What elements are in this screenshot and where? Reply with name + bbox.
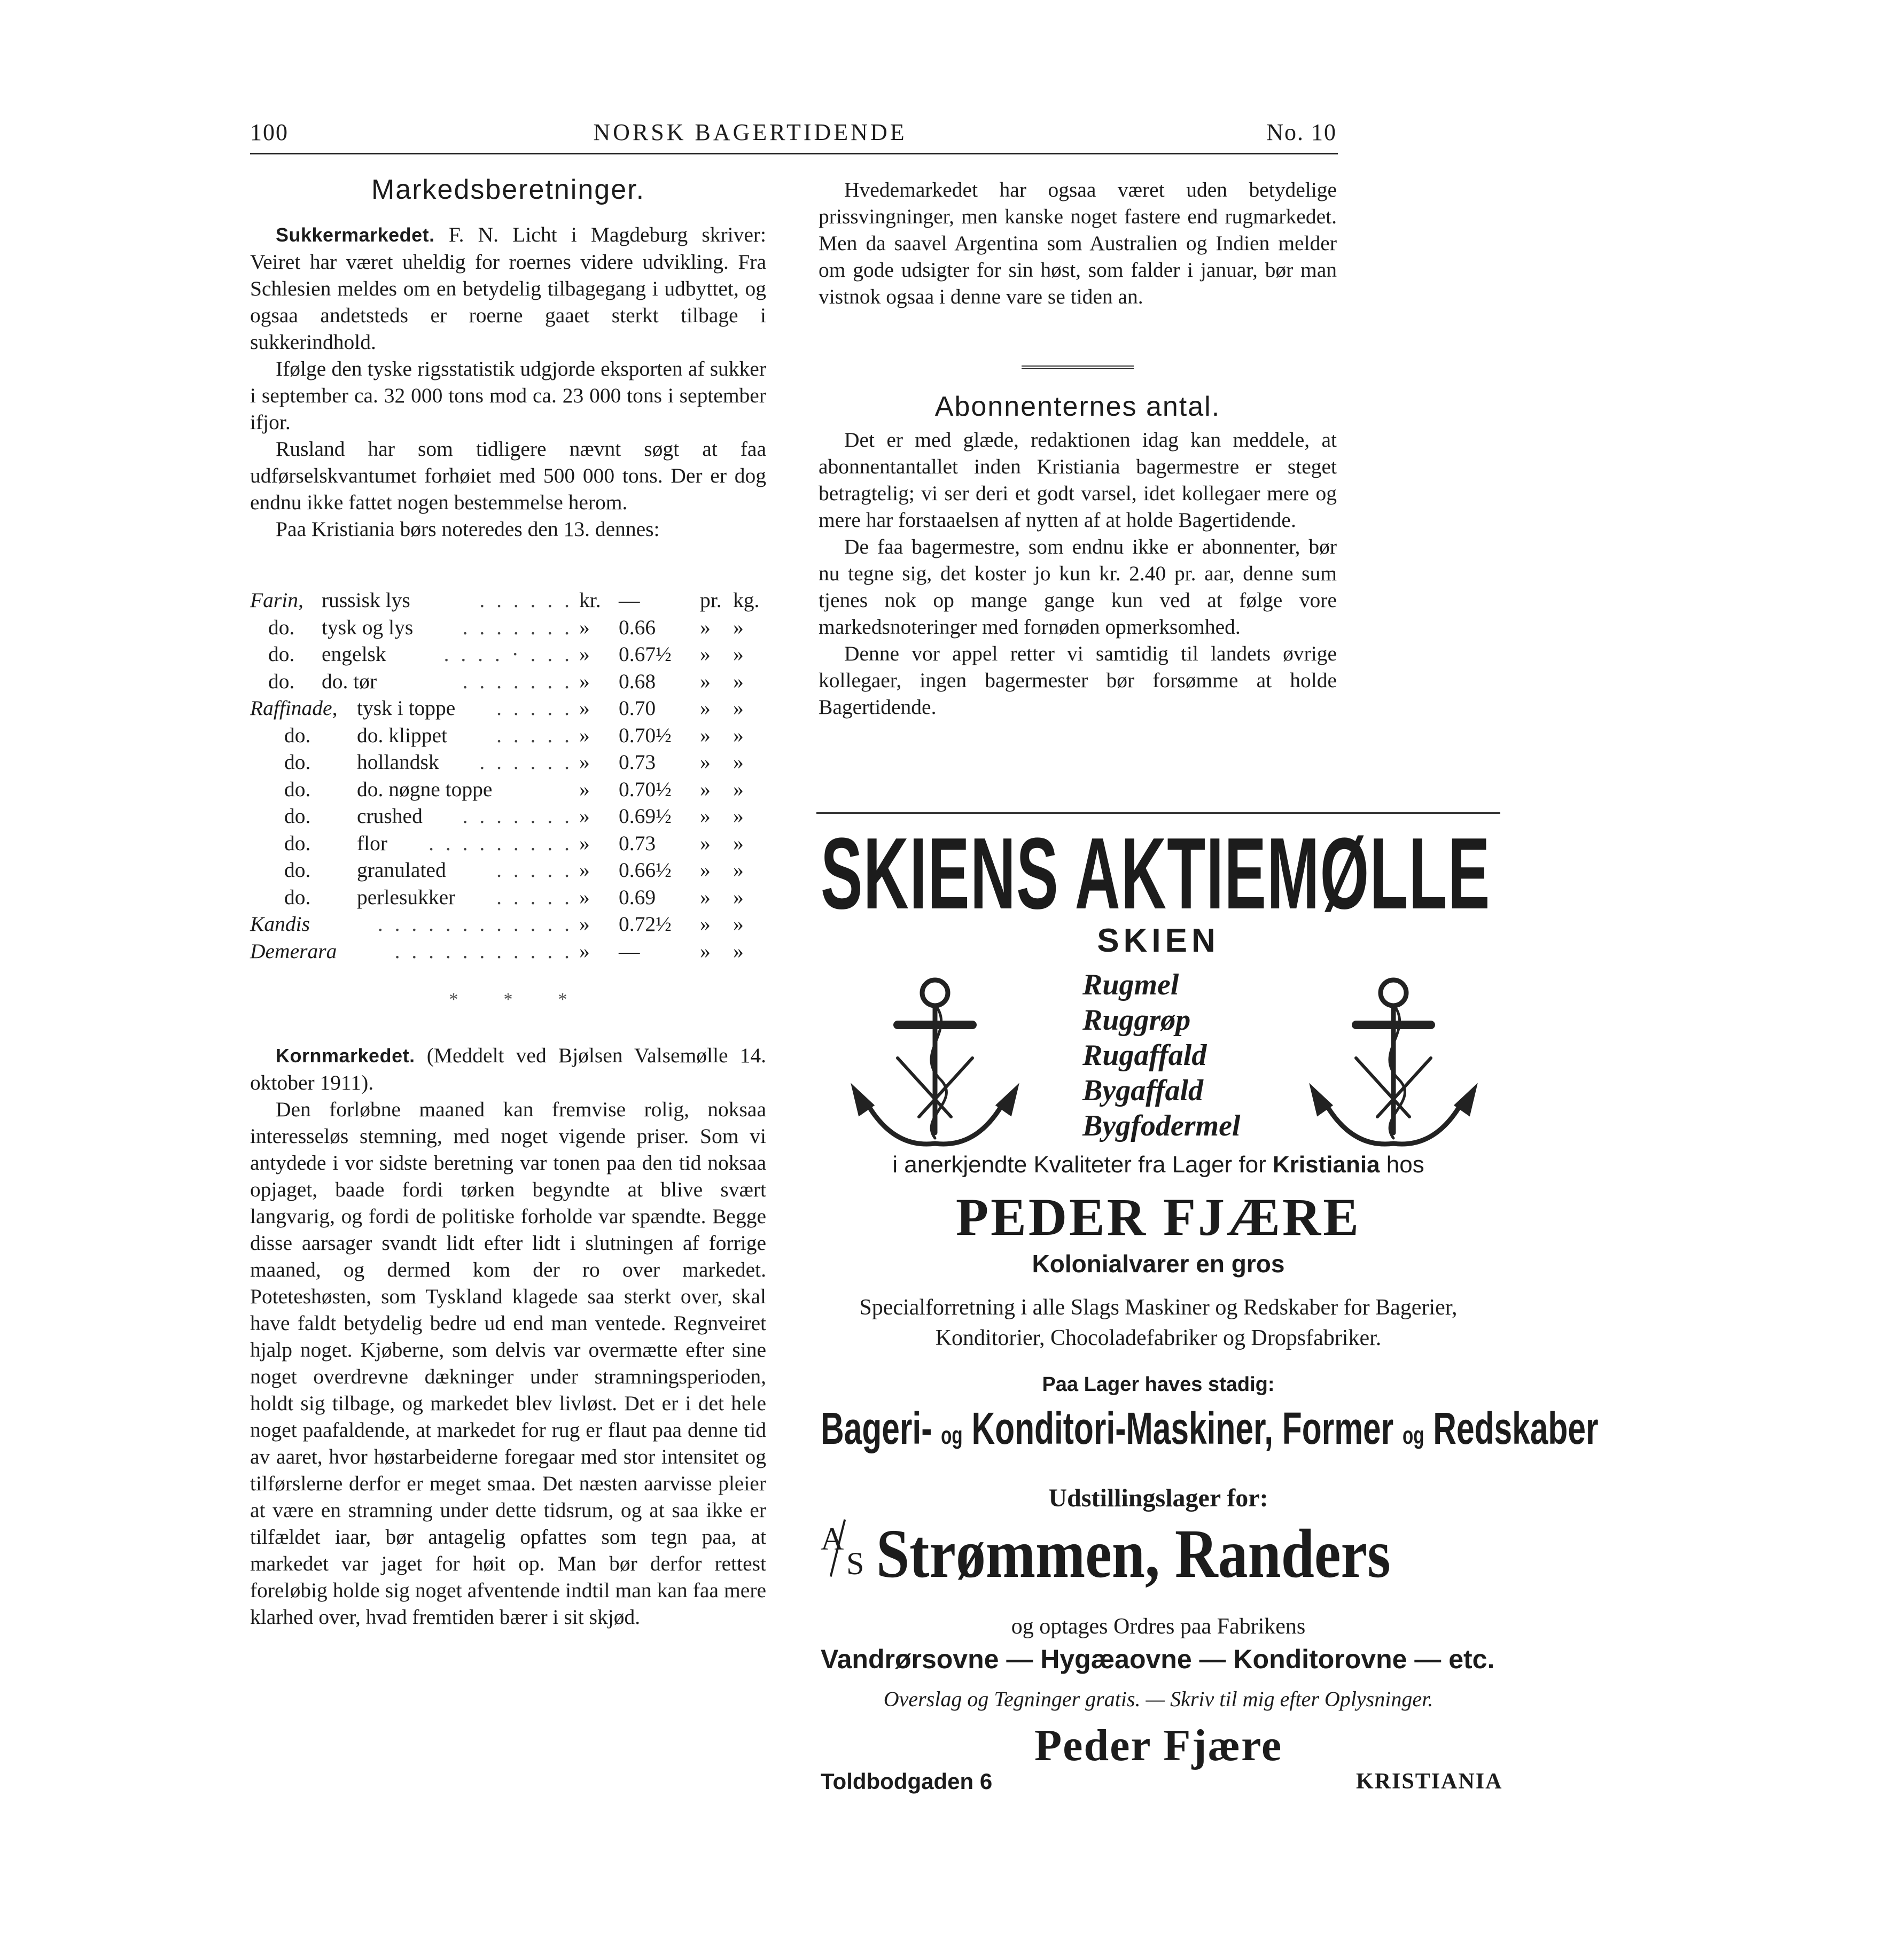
price-price: — [619, 588, 640, 612]
subscribers-paragraph-2: De faa bagermestre, som endnu ikke er abonnenter, bør nu tegne sig, det koster jo kun kr. 2.40 pr. aar, denne sum tjenes nok op mange gange kun ved at følge vore markedsnoteringer med fornøden opmerksomhed. [819, 535, 1337, 639]
price-name: do. [284, 858, 311, 882]
price-leader-dots: . . . . . . . . . . . . [377, 912, 573, 936]
ad-city-bottom: KRISTIANIA [1356, 1769, 1503, 1794]
sugar-paragraph-3: Rusland har som tidligere nævnt søgt at faa udførselskvantumet forhøiet med 500 000 tons. Der er dog endnu ikke fattet nogen bestemmelse herom. [250, 437, 766, 514]
price-unit2: pr. [700, 588, 722, 612]
section-divider [1022, 365, 1134, 369]
price-name: do. [284, 777, 311, 801]
ad-machines-a: Bageri- [821, 1403, 932, 1453]
price-row [250, 614, 766, 641]
price-row [250, 641, 766, 668]
section-title-market-reports: Markedsberetninger. [371, 174, 645, 205]
price-unit: » [579, 912, 590, 936]
ad-machines-line [821, 1404, 1901, 1459]
ad-machines-c: Redskaber [1433, 1403, 1599, 1453]
ad-product-item: Rugaffald [1082, 1039, 1207, 1072]
price-kind: flor [357, 831, 388, 855]
ad-specialty-line-2: Konditorier, Chocoladefabriker og Dropsfabriker. [935, 1326, 1382, 1350]
price-leader-dots: . . . . . . . [462, 615, 573, 639]
anchor-left-icon [833, 973, 1037, 1165]
ad-specialty-line-1: Specialforretning i alle Slags Maskiner og Redskaber for Bagerier, [859, 1295, 1458, 1320]
price-price: 0.72½ [619, 912, 672, 936]
price-kind: granulated [357, 858, 446, 882]
section-asterism: * * * [449, 990, 567, 1009]
price-name: do. [284, 723, 311, 747]
price-kind: engelsk [322, 642, 386, 666]
price-kind: perlesukker [357, 885, 456, 909]
price-price: 0.70 [619, 696, 656, 720]
price-kind: do. tør [322, 669, 377, 693]
price-leader-dots: . . . . . [496, 723, 573, 747]
ad-firm-prefix-s: S [846, 1546, 864, 1581]
price-kind: do. nøgne toppe [357, 777, 493, 801]
price-kind: russisk lys [322, 588, 410, 612]
price-unit: » [579, 642, 590, 666]
price-row [250, 803, 766, 830]
price-unit2: » [700, 642, 711, 666]
left-column-bottom [250, 1042, 766, 1630]
price-unit2: » [700, 777, 711, 801]
price-price: — [619, 939, 640, 963]
price-unit2: » [700, 858, 711, 882]
price-unit: » [579, 696, 590, 720]
price-name: Kandis [250, 912, 310, 936]
ad-quality-hos: hos [1386, 1152, 1424, 1178]
price-leader-dots: . . . . . . . [462, 804, 573, 828]
price-unit3: » [733, 777, 744, 801]
price-price: 0.70½ [619, 723, 672, 747]
price-unit: » [579, 615, 590, 639]
price-unit3: » [733, 642, 744, 666]
price-price: 0.69 [619, 885, 656, 909]
ad-product-item: Ruggrøp [1082, 1004, 1191, 1037]
ad-offer-line: Overslag og Tegninger gratis. — Skriv til mig efter Oplysninger. [883, 1687, 1433, 1711]
price-leader-dots: . . . . . [496, 858, 573, 882]
subscribers-paragraph-1: Det er med glæde, redaktionen idag kan meddele, at abonnentantallet inden Kristiania bagermestre er steget betragtelig; vi ser deri et godt varsel, idet kollegaer mere og mere har forstaaelsen af nytten af at holde Bagertidende. [819, 428, 1337, 532]
price-unit2: » [700, 696, 711, 720]
price-unit3: » [733, 858, 744, 882]
ad-showroom-text: Udstillingslager for: [1048, 1484, 1268, 1512]
ad-machines-og-2: og [1402, 1421, 1424, 1449]
price-unit: » [579, 858, 590, 882]
price-unit3: » [733, 885, 744, 909]
price-unit2: » [700, 831, 711, 855]
price-unit: » [579, 723, 590, 747]
price-row [250, 668, 766, 695]
price-name: do. [284, 885, 311, 909]
runin-grain-market: Kornmarkedet. [276, 1045, 415, 1067]
sugar-paragraph-1: F. N. Licht i Magdeburg skriver: Veiret har været uheldig for roernes videre udvikling. Fra Schlesien meldes om en betydelig tilbagegang i udbyttet, og ogsaa andetsteds er roerne gaaet sterkt tilbage i sukkerindhold. [250, 223, 767, 354]
price-unit: » [579, 939, 590, 963]
price-leader-dots: . . . . . . [479, 750, 573, 774]
price-kind: tysk og lys [322, 615, 414, 639]
ad-stoves-line: Vandrørsovne — Hygæaovne — Konditorovne — etc. [821, 1644, 1495, 1674]
ad-showroom [816, 1483, 1500, 1513]
right-column-top [819, 176, 1337, 310]
ad-firm-prefix [821, 1516, 874, 1581]
price-name: Demerara [250, 939, 337, 963]
price-unit3: » [733, 615, 744, 639]
price-unit2: » [700, 669, 711, 693]
price-name: do. [268, 615, 295, 639]
price-row [250, 722, 766, 749]
price-row [250, 749, 766, 776]
price-unit3: » [733, 723, 744, 747]
price-price: 0.66½ [619, 858, 672, 882]
ad-firm-prefix-a: A [821, 1521, 844, 1557]
ad-stock-line: Paa Lager haves stadig: [1042, 1373, 1275, 1396]
ad-address: Toldbodgaden 6 [821, 1769, 993, 1794]
price-name: do. [284, 750, 311, 774]
price-leader-dots: . . . . . . [479, 588, 573, 612]
subscribers-paragraph-3: Denne vor appel retter vi samtidig til landets øvrige kollegaer, ingen bagermester bør forsømme at holde Bagertidende. [819, 642, 1337, 719]
ad-merchant-subtitle: Kolonialvarer en gros [1032, 1250, 1285, 1278]
price-unit3: » [733, 669, 744, 693]
price-unit2: » [700, 723, 711, 747]
price-leader-dots: . . . . · . . . [443, 642, 573, 666]
price-row [250, 695, 766, 722]
price-unit2: » [700, 804, 711, 828]
price-unit: » [579, 750, 590, 774]
price-leader-dots: . . . . . . . . . [428, 831, 573, 855]
right-column-subscribers [819, 393, 1337, 720]
grain-paragraph-2: Den forløbne maaned kan fremvise rolig, noksaa interesseløs stemning, med noget vigende priser. Som vi antydede i vor sidste beretning var tonen paa den tid noksaa opjaget, baade fordi tørken begyndte at blive svært langvarig, og fordi de politiske forholde var spændte. Begge disse aarsager svandt lidt efter lidt i slutningen af forrige maaned, og dermed kom der ro over markedet. Poteteshøsten, som Tyskland klagede saa sterkt over, skal have faldt betydelig bedre ud end man ventede. Regnveiret hjalp noget. Kjøberne, som delvis var overmætte efter sine noget overdrevne dækninger under stramningsperioden, holdt sig tilbage, og markedet blev livløst. Det er i det hele noget paafaldende, at markedet for rug er flaut paa denne tid av aaret, hvor høstarbeiderne foregaar med stor intensitet og tilførslerne derfor er meget smaa. Det næsten aarvisse pleier at være en stramning under dette tidsrum, og at saa ikke er tilfældet iaar, bør antagelig opfattes som tegn paa, at markedet var jaget for høit op. Man bør derfor rettest foreløbig holde sig noget afventende indtil man kan faa mere klarhed over, hvad fremtiden bærer i sit skjød. [250, 1098, 766, 1629]
price-unit: » [579, 831, 590, 855]
price-unit3: » [733, 696, 744, 720]
price-row [250, 884, 766, 911]
price-name: do. [268, 642, 295, 666]
price-leader-dots: . . . . . [496, 885, 573, 909]
sugar-paragraph-4: Paa Kristiania børs noteredes den 13. dennes: [276, 517, 660, 541]
ad-headline-text: SKIENS AKTIEMØLLE [821, 817, 1491, 930]
price-unit3: » [733, 831, 744, 855]
ad-machines-b: Konditori-Maskiner, Former [971, 1403, 1394, 1453]
ad-quality-text: i anerkjendte Kvaliteter fra Lager for [892, 1152, 1266, 1178]
price-row [250, 911, 766, 938]
ad-headline [821, 817, 1901, 930]
ad-machines-og-1: og [941, 1421, 963, 1449]
ad-city: SKIEN [1097, 922, 1220, 959]
section-title-subscribers: Abonnenternes antal. [934, 391, 1221, 422]
sugar-price-list [250, 587, 766, 965]
price-unit: » [579, 777, 590, 801]
left-column-top [250, 176, 766, 542]
price-name: Farin, [250, 588, 303, 612]
price-kind: do. klippet [357, 723, 447, 747]
ad-product-item: Bygaffald [1082, 1074, 1204, 1107]
ad-orders-line: og optages Ordres paa Fabrikens [1011, 1614, 1306, 1639]
publication-title: NORSK BAGERTIDENDE [593, 119, 907, 145]
ad-firm-line [821, 1516, 1474, 1591]
price-unit: » [579, 804, 590, 828]
price-price: 0.68 [619, 669, 656, 693]
price-price: 0.66 [619, 615, 656, 639]
price-leader-dots: . . . . . . . [462, 669, 573, 693]
price-kind: hollandsk [357, 750, 439, 774]
price-row [250, 938, 766, 965]
grain-paragraph-1: (Meddelt ved Bjølsen Valsemølle 14. oktober 1911). [250, 1044, 767, 1094]
price-unit2: » [700, 750, 711, 774]
price-leader-dots: . . . . . [496, 696, 573, 720]
sugar-paragraph-2: Ifølge den tyske rigsstatistik udgjorde eksporten af sukker i september ca. 32 000 tons mod ca. 23 000 tons i september ifjor. [250, 357, 766, 434]
price-kind: crushed [357, 804, 423, 828]
price-price: 0.73 [619, 831, 656, 855]
ad-quality-city: Kristiania [1273, 1152, 1380, 1178]
price-price: 0.69½ [619, 804, 672, 828]
ad-firm-name: Strømmen, Randers [876, 1515, 1391, 1592]
price-row [250, 830, 766, 857]
price-kind: tysk i toppe [357, 696, 456, 720]
ad-product-item: Bygfodermel [1082, 1109, 1241, 1142]
anchor-right-icon [1292, 973, 1495, 1165]
price-unit3: » [733, 750, 744, 774]
price-name: do. [284, 831, 311, 855]
ad-product-item: Rugmel [1082, 968, 1179, 1001]
price-price: 0.73 [619, 750, 656, 774]
price-unit2: » [700, 912, 711, 936]
price-unit3: kg. [733, 588, 760, 612]
price-name: do. [284, 804, 311, 828]
runin-sugar-market: Sukkermarkedet. [276, 224, 435, 246]
ad-quality-line [816, 1152, 1500, 1178]
price-row [250, 776, 766, 803]
ad-merchant-name: PEDER FJÆRE [956, 1187, 1361, 1247]
price-unit2: » [700, 885, 711, 909]
price-name: do. [268, 669, 295, 693]
price-unit2: » [700, 939, 711, 963]
price-row [250, 857, 766, 884]
ad-product-list [1082, 967, 1240, 1144]
price-unit3: » [733, 912, 744, 936]
header-rule [250, 153, 1338, 154]
price-unit: » [579, 885, 590, 909]
price-unit3: » [733, 804, 744, 828]
price-unit2: » [700, 615, 711, 639]
price-price: 0.70½ [619, 777, 672, 801]
price-unit: kr. [579, 588, 601, 612]
price-name: Raffinade, [250, 696, 338, 720]
price-unit3: » [733, 939, 744, 963]
price-row [250, 587, 766, 614]
ad-signature: Peder Fjære [1034, 1721, 1283, 1770]
price-leader-dots: . . . . . . . . . . . [394, 939, 573, 963]
advertisement-skiens-aktiemolle [816, 812, 1599, 1827]
price-price: 0.67½ [619, 642, 672, 666]
price-unit: » [579, 669, 590, 693]
wheat-paragraph: Hvedemarkedet har ogsaa været uden betydelige prissvingninger, men kanske noget fastere end rugmarkedet. Men da saavel Argentina som Australien og Indien melder om gode udsigter for sin høst, som falder i januar, bør man vistnok ogsaa i denne vare se tiden an. [819, 178, 1337, 308]
issue-number: No. 10 [1266, 119, 1337, 145]
ad-top-rule [816, 812, 1500, 814]
page-number: 100 [250, 119, 289, 145]
